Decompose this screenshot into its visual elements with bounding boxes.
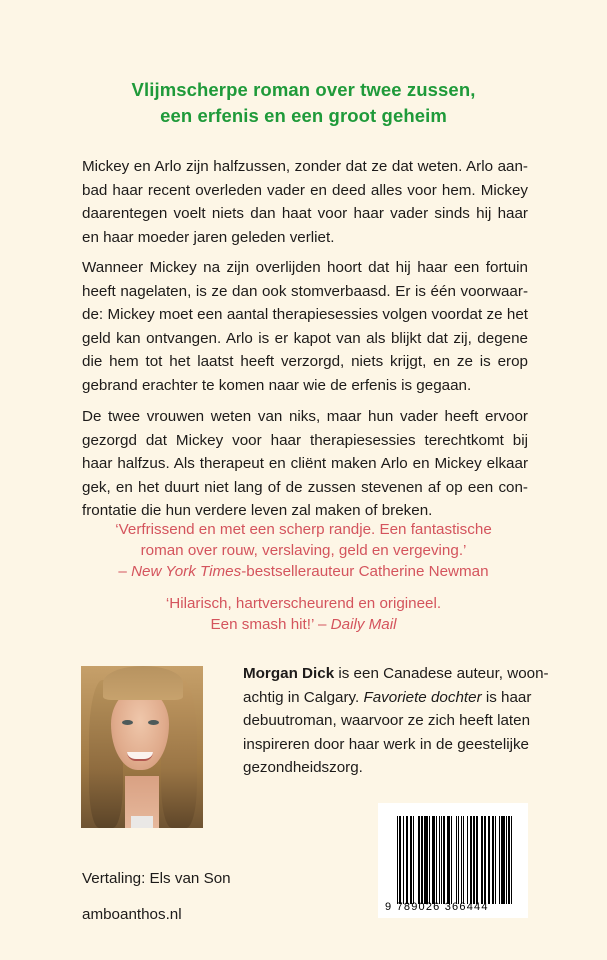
synopsis-paragraph-2 [82,256,528,398]
synopsis-line: Wanneer Mickey na zijn overlijden hoort dat hij haar een fortuin [82,259,528,276]
photo-eye-left [122,720,133,725]
attribution-dash: – [118,563,132,580]
bio-text: is een Canadese auteur, woon- [334,665,549,682]
synopsis-line: heeft nagelaten, is ze dan ook stomverbaasd. Er is één voorwaar- [82,282,528,300]
isbn-number: 9 789026 366444 [385,901,489,913]
barcode-bars [397,816,513,904]
cover-tagline [0,77,607,129]
synopsis-paragraph-1 [82,155,528,249]
bio-text: is haar [481,688,532,706]
author-bio [243,662,549,780]
bio-line [243,662,549,686]
photo-eye-right [148,720,159,725]
tagline-line-2: een erfenis en een groot geheim [160,105,447,126]
attribution-publication: New York Times [131,563,242,580]
review-quote-line [0,614,607,635]
review-quote-line: ‘Hilarisch, hartverscheurend en origineel. [165,595,442,612]
book-title: Favoriete dochter [363,688,482,706]
author-photo [81,666,203,828]
synopsis-line: bad haar recent overleden vader en deed alles voor hem. Mickey [82,181,528,199]
bio-line [243,686,532,710]
review-attribution [0,561,607,582]
review-quote-daily-mail [0,593,607,635]
synopsis-line: geld kan ontvangen. Arlo is er kapot van als blijkt dat zij, degene [82,329,528,347]
review-quote-text: Een smash hit!’ – [210,616,331,633]
publisher-website[interactable]: amboanthos.nl [82,906,182,923]
synopsis-line: en haar moeder jaren geleden verliet. [82,228,335,246]
synopsis-line: haar halfzus. Als therapeut en cliënt maken Arlo en Mickey elkaar [82,455,528,473]
bio-line: gezondheidszorg. [243,759,363,777]
synopsis-line: Mickey en Arlo zijn halfzussen, zonder dat ze dat weten. Arlo aan- [82,158,528,175]
synopsis-line: frontatie die hun verdere leven zal maken of breken. [82,502,433,520]
synopsis-line: gezorgd dat Mickey voor haar therapiesessies terechtkomt bij [82,431,528,449]
synopsis-line: de: Mickey moet een aantal therapiesessies volgen voordat ze het [82,306,528,324]
synopsis-line: gek, en het duurt niet lang of de zussen stevenen af op een con- [82,478,528,496]
review-quote-line: ‘Verfrissend en met een scherp randje. Een fantastische [115,521,492,538]
synopsis-paragraph-3 [82,405,528,523]
attribution-author: -bestsellerauteur Catherine Newman [241,563,489,580]
review-quote-nyt [0,519,607,582]
photo-hair-top [103,666,183,700]
bio-line: inspireren door haar werk in de geestelijke [243,735,529,753]
tagline-line-1: Vlijmscherpe roman over twee zussen, [131,79,476,100]
photo-shirt [131,816,153,828]
synopsis-line: die hem tot het laatst heeft verzorgd, niets krijgt, en ze is erop [82,353,528,371]
isbn-barcode [378,803,528,918]
barcode-bar [511,816,512,904]
attribution-publication: Daily Mail [330,616,397,633]
synopsis-line: De twee vrouwen weten van niks, maar hun vader heeft ervoor [82,408,528,425]
synopsis-line: gebrand erachter te komen naar wie de erfenis is gegaan. [82,376,472,394]
bio-text: achtig in Calgary. [243,688,364,706]
synopsis-line: daarentegen voelt niets dan haat voor haar vader sinds hij haar [82,205,528,223]
author-name: Morgan Dick [243,665,335,682]
translator-credit: Vertaling: Els van Son [82,870,231,887]
review-quote-line: roman over rouw, verslaving, geld en vergeving.’ [140,542,467,559]
photo-hair-right [161,680,197,828]
bio-line: debuutroman, waarvoor ze zich heeft laten [243,712,531,730]
